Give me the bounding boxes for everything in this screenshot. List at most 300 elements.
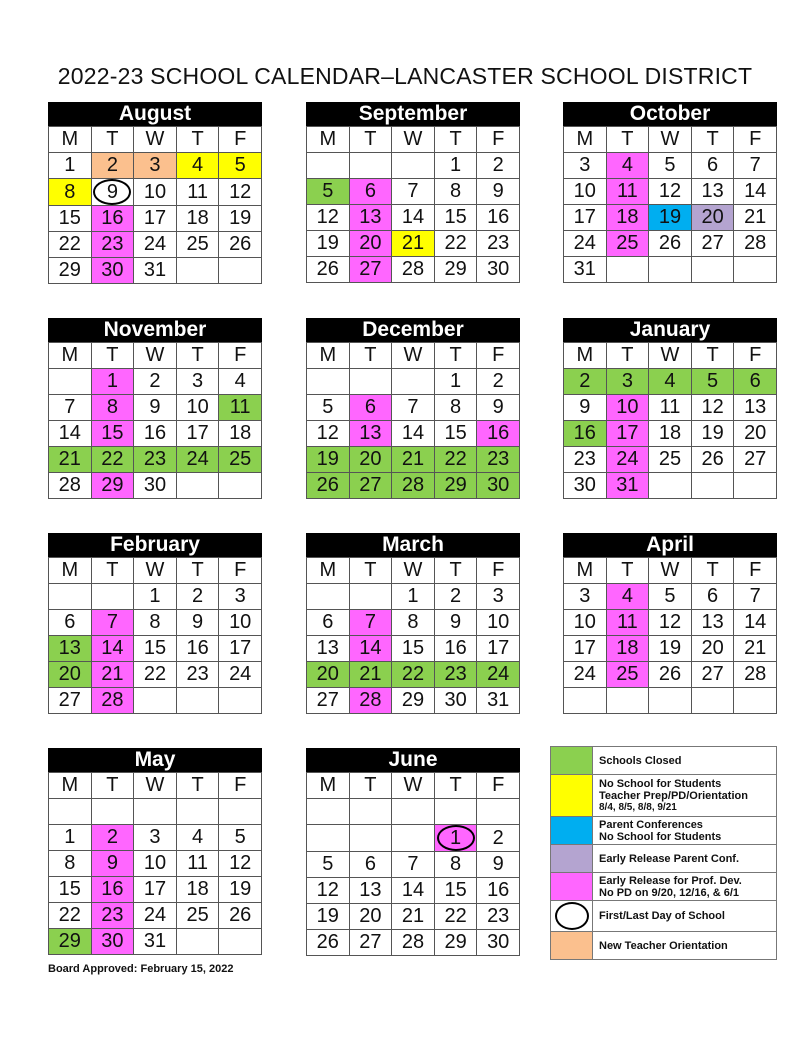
- day-cell: [392, 610, 435, 636]
- day-number: 25: [616, 663, 639, 685]
- day-cell: [49, 232, 92, 258]
- week-row: [564, 447, 777, 473]
- day-cell: [307, 610, 350, 636]
- day-cell: [392, 825, 435, 852]
- day-number: 19: [316, 905, 339, 927]
- day-number: 20: [316, 663, 339, 685]
- day-number: 21: [359, 663, 382, 685]
- day-number: 22: [444, 905, 467, 927]
- week-row: [49, 179, 262, 206]
- week-row: [307, 205, 520, 231]
- day-number: 2: [492, 370, 504, 392]
- day-number: 2: [579, 370, 591, 392]
- month-table: [306, 126, 520, 283]
- day-cell: [307, 662, 350, 688]
- week-row: [564, 205, 777, 231]
- week-row: [564, 231, 777, 257]
- weekday-header: M: [49, 773, 92, 799]
- day-cell: [606, 231, 649, 257]
- day-cell: [176, 877, 219, 903]
- week-row: [49, 851, 262, 877]
- day-cell: [564, 257, 607, 283]
- weekday-header: F: [734, 558, 777, 584]
- day-cell: [691, 231, 734, 257]
- day-cell: [49, 662, 92, 688]
- legend-row: [551, 873, 777, 901]
- day-cell: [91, 877, 134, 903]
- day-cell: [49, 473, 92, 499]
- week-row: [49, 929, 262, 955]
- weekday-header: M: [49, 127, 92, 153]
- day-number: 13: [744, 396, 767, 418]
- weekday-header: F: [477, 343, 520, 369]
- day-cell: [91, 688, 134, 714]
- day-cell: [134, 636, 177, 662]
- day-number: 26: [229, 904, 252, 926]
- day-cell: [392, 799, 435, 825]
- day-number: 27: [359, 474, 382, 496]
- day-number: 8: [149, 611, 161, 633]
- day-number: 25: [229, 448, 252, 470]
- day-number: 29: [444, 931, 467, 953]
- day-cell: [49, 395, 92, 421]
- day-cell: [176, 636, 219, 662]
- day-cell: [219, 662, 262, 688]
- week-row: [307, 636, 520, 662]
- day-cell: [691, 179, 734, 205]
- day-cell: [434, 369, 477, 395]
- day-number: 1: [450, 370, 462, 392]
- day-cell: [219, 232, 262, 258]
- day-cell: [434, 205, 477, 231]
- day-cell: [91, 153, 134, 179]
- day-number: 13: [58, 637, 81, 659]
- day-cell: [392, 395, 435, 421]
- day-cell: [134, 153, 177, 179]
- day-cell: [606, 257, 649, 283]
- day-number: 26: [316, 474, 339, 496]
- day-cell: [734, 610, 777, 636]
- weekday-header: W: [134, 127, 177, 153]
- day-cell: [219, 179, 262, 206]
- week-row: [49, 584, 262, 610]
- day-number: 1: [64, 826, 76, 848]
- day-cell: [134, 799, 177, 825]
- day-cell: [691, 153, 734, 179]
- week-row: [49, 447, 262, 473]
- weekday-header: T: [691, 558, 734, 584]
- week-row: [307, 369, 520, 395]
- day-cell: [134, 206, 177, 232]
- day-number: 22: [444, 232, 467, 254]
- day-cell: [691, 369, 734, 395]
- day-cell: [307, 153, 350, 179]
- day-number: 9: [149, 396, 161, 418]
- day-cell: [477, 205, 520, 231]
- day-cell: [734, 421, 777, 447]
- day-cell: [477, 852, 520, 878]
- day-number: 15: [58, 878, 81, 900]
- day-number: 20: [701, 206, 724, 228]
- day-cell: [219, 929, 262, 955]
- week-row: [49, 421, 262, 447]
- day-number: 17: [229, 637, 252, 659]
- day-number: 23: [573, 448, 596, 470]
- legend-row: [551, 901, 777, 932]
- day-number: 17: [573, 206, 596, 228]
- weekday-header: M: [307, 127, 350, 153]
- legend-line: Parent Conferences: [599, 818, 703, 831]
- day-number: 23: [487, 448, 510, 470]
- legend-text: [593, 873, 777, 901]
- day-cell: [649, 231, 692, 257]
- weekday-header: M: [564, 127, 607, 153]
- day-number: 28: [744, 663, 767, 685]
- day-number: 15: [101, 422, 124, 444]
- weekday-header: F: [734, 127, 777, 153]
- day-number: 21: [401, 448, 425, 470]
- day-cell: [649, 205, 692, 231]
- day-cell: [477, 636, 520, 662]
- month-february: [48, 533, 262, 714]
- day-number: 1: [450, 154, 462, 176]
- weekday-header: T: [691, 343, 734, 369]
- legend-line: New Teacher Orientation: [599, 939, 728, 952]
- legend-line: Teacher Prep/PD/Orientation: [599, 789, 748, 802]
- weekday-header: M: [307, 773, 350, 799]
- day-cell: [49, 584, 92, 610]
- legend-text: [593, 817, 777, 845]
- day-number: 14: [58, 422, 81, 444]
- legend-swatch: [551, 932, 593, 960]
- week-row: [307, 799, 520, 825]
- day-cell: [434, 153, 477, 179]
- weekday-header: T: [349, 343, 392, 369]
- week-row: [49, 662, 262, 688]
- day-number: 3: [149, 826, 161, 848]
- week-row: [49, 799, 262, 825]
- day-cell: [564, 662, 607, 688]
- week-row: [49, 825, 262, 851]
- day-cell: [307, 852, 350, 878]
- day-number: 17: [143, 878, 167, 900]
- day-cell: [49, 421, 92, 447]
- day-cell: [91, 421, 134, 447]
- day-cell: [392, 584, 435, 610]
- day-number: 7: [407, 180, 419, 202]
- day-cell: [606, 421, 649, 447]
- weekday-header: W: [134, 558, 177, 584]
- month-august: [48, 102, 262, 284]
- day-cell: [649, 447, 692, 473]
- day-cell: [349, 257, 392, 283]
- day-number: 10: [143, 852, 167, 874]
- week-row: [307, 662, 520, 688]
- day-number: 10: [186, 396, 209, 418]
- week-row: [307, 878, 520, 904]
- day-number: 27: [359, 258, 382, 280]
- day-number: 18: [658, 422, 682, 444]
- day-cell: [606, 153, 649, 179]
- day-number: 24: [616, 448, 639, 470]
- day-number: 2: [492, 154, 504, 176]
- day-number: 18: [186, 207, 209, 229]
- day-cell: [564, 584, 607, 610]
- day-cell: [307, 205, 350, 231]
- day-cell: [307, 257, 350, 283]
- day-cell: [392, 852, 435, 878]
- day-number: 16: [487, 422, 510, 444]
- day-number: 31: [487, 689, 510, 711]
- day-number: 7: [407, 853, 419, 875]
- day-number: 29: [444, 474, 467, 496]
- legend-line: No PD on 9/20, 12/16, & 6/1: [599, 886, 740, 899]
- day-cell: [91, 447, 134, 473]
- day-number: 2: [450, 585, 462, 607]
- day-cell: [49, 636, 92, 662]
- day-cell: [649, 610, 692, 636]
- day-cell: [649, 395, 692, 421]
- day-number: 1: [407, 585, 419, 607]
- week-row: [307, 395, 520, 421]
- day-number: 20: [744, 422, 767, 444]
- day-number: 31: [573, 258, 596, 280]
- day-cell: [606, 179, 649, 205]
- day-cell: [649, 473, 692, 499]
- day-number: 7: [749, 585, 761, 607]
- day-cell: [91, 662, 134, 688]
- weekday-header: T: [691, 127, 734, 153]
- day-number: 12: [658, 180, 682, 202]
- day-cell: [392, 179, 435, 205]
- weekday-header: F: [219, 773, 262, 799]
- month-september: [306, 102, 520, 283]
- day-number: 20: [359, 448, 382, 470]
- day-cell: [91, 851, 134, 877]
- day-cell: [49, 903, 92, 929]
- day-number: 13: [359, 206, 382, 228]
- day-number: 31: [616, 474, 639, 496]
- day-number: 2: [149, 370, 161, 392]
- day-cell: [134, 258, 177, 284]
- weekday-header: M: [564, 343, 607, 369]
- day-cell: [349, 799, 392, 825]
- day-cell: [91, 179, 134, 206]
- legend-line: Schools Closed: [599, 754, 682, 767]
- day-number: 17: [186, 422, 209, 444]
- day-cell: [477, 257, 520, 283]
- day-cell: [176, 369, 219, 395]
- day-number: 21: [401, 905, 425, 927]
- day-cell: [477, 395, 520, 421]
- day-number: 29: [444, 258, 467, 280]
- day-number: 6: [364, 396, 376, 418]
- day-cell: [477, 153, 520, 179]
- day-cell: [477, 179, 520, 205]
- day-number: 30: [573, 474, 596, 496]
- week-row: [564, 153, 777, 179]
- day-number: 7: [749, 154, 761, 176]
- weekday-header: M: [49, 558, 92, 584]
- day-cell: [734, 447, 777, 473]
- day-cell: [176, 232, 219, 258]
- weekday-header: T: [434, 773, 477, 799]
- day-number: 20: [58, 663, 81, 685]
- day-cell: [134, 232, 177, 258]
- weekday-header: T: [349, 127, 392, 153]
- day-cell: [49, 688, 92, 714]
- day-number: 13: [359, 422, 382, 444]
- day-number: 17: [616, 422, 639, 444]
- day-number: 5: [322, 853, 334, 875]
- day-cell: [91, 473, 134, 499]
- day-cell: [392, 688, 435, 714]
- day-cell: [392, 662, 435, 688]
- day-cell: [91, 903, 134, 929]
- day-number: 11: [617, 611, 638, 633]
- day-cell: [49, 877, 92, 903]
- day-number: 13: [359, 879, 382, 901]
- day-number: 25: [186, 233, 209, 255]
- week-row: [307, 825, 520, 852]
- week-row: [49, 610, 262, 636]
- day-cell: [734, 395, 777, 421]
- day-number: 19: [701, 422, 724, 444]
- weekday-header: T: [434, 343, 477, 369]
- day-cell: [734, 179, 777, 205]
- day-number: 8: [64, 852, 76, 874]
- day-cell: [564, 473, 607, 499]
- weekday-header: T: [91, 558, 134, 584]
- day-cell: [734, 636, 777, 662]
- day-cell: [434, 473, 477, 499]
- month-name: November: [48, 318, 262, 342]
- day-cell: [606, 447, 649, 473]
- day-cell: [219, 688, 262, 714]
- day-cell: [91, 232, 134, 258]
- weekday-header: T: [176, 343, 219, 369]
- month-april: [563, 533, 777, 714]
- day-number: 10: [573, 611, 596, 633]
- day-cell: [649, 257, 692, 283]
- circled-day-number: 9: [93, 179, 131, 205]
- day-cell: [307, 688, 350, 714]
- week-row: [49, 258, 262, 284]
- week-row: [307, 179, 520, 205]
- day-cell: [564, 421, 607, 447]
- day-cell: [392, 231, 435, 257]
- day-number: 27: [701, 232, 724, 254]
- day-number: 26: [316, 931, 339, 953]
- month-name: December: [306, 318, 520, 342]
- day-number: 9: [106, 852, 118, 874]
- day-number: 3: [621, 370, 633, 392]
- day-number: 22: [143, 663, 167, 685]
- day-cell: [434, 825, 477, 852]
- day-number: 19: [316, 448, 339, 470]
- week-row: [49, 688, 262, 714]
- day-number: 1: [64, 154, 76, 176]
- day-number: 30: [101, 259, 124, 281]
- day-number: 27: [58, 689, 81, 711]
- day-cell: [691, 205, 734, 231]
- day-cell: [49, 610, 92, 636]
- day-cell: [734, 369, 777, 395]
- day-number: 26: [658, 232, 682, 254]
- day-number: 28: [58, 474, 81, 496]
- weekday-header: W: [392, 558, 435, 584]
- day-number: 9: [492, 180, 504, 202]
- weekday-header: W: [392, 343, 435, 369]
- day-number: 12: [316, 422, 339, 444]
- day-cell: [349, 930, 392, 956]
- day-cell: [219, 903, 262, 929]
- day-cell: [219, 610, 262, 636]
- day-number: 14: [401, 206, 425, 228]
- day-cell: [176, 179, 219, 206]
- month-may: [48, 748, 262, 955]
- legend-swatch: [551, 817, 593, 845]
- day-cell: [349, 153, 392, 179]
- month-name: August: [48, 102, 262, 126]
- day-cell: [307, 878, 350, 904]
- day-cell: [564, 395, 607, 421]
- day-cell: [134, 825, 177, 851]
- day-cell: [564, 688, 607, 714]
- day-number: 18: [616, 637, 639, 659]
- day-cell: [134, 877, 177, 903]
- month-name: September: [306, 102, 520, 126]
- weekday-header: M: [307, 343, 350, 369]
- day-number: 8: [407, 611, 419, 633]
- day-cell: [349, 584, 392, 610]
- day-number: 9: [450, 611, 462, 633]
- day-number: 12: [701, 396, 724, 418]
- day-number: 2: [492, 826, 504, 849]
- day-cell: [564, 231, 607, 257]
- day-cell: [176, 851, 219, 877]
- day-number: 11: [187, 180, 208, 203]
- day-number: 12: [229, 852, 252, 874]
- day-number: 18: [616, 206, 639, 228]
- day-number: 5: [664, 154, 676, 176]
- day-number: 6: [64, 611, 76, 633]
- month-table: [563, 126, 777, 283]
- day-cell: [134, 421, 177, 447]
- day-number: 8: [64, 180, 76, 203]
- day-number: 29: [101, 474, 124, 496]
- day-number: 3: [149, 154, 161, 176]
- day-number: 14: [744, 180, 767, 202]
- day-cell: [691, 662, 734, 688]
- day-number: 17: [143, 207, 167, 229]
- day-number: 16: [143, 422, 167, 444]
- day-cell: [734, 257, 777, 283]
- day-number: 5: [707, 370, 719, 392]
- day-number: 28: [359, 689, 382, 711]
- day-cell: [176, 584, 219, 610]
- day-number: 22: [401, 663, 425, 685]
- day-cell: [434, 584, 477, 610]
- day-number: 6: [749, 370, 761, 392]
- day-cell: [307, 799, 350, 825]
- day-cell: [134, 473, 177, 499]
- week-row: [564, 179, 777, 205]
- day-number: 24: [573, 663, 596, 685]
- day-number: 6: [364, 853, 376, 875]
- month-table: [563, 557, 777, 714]
- day-cell: [176, 688, 219, 714]
